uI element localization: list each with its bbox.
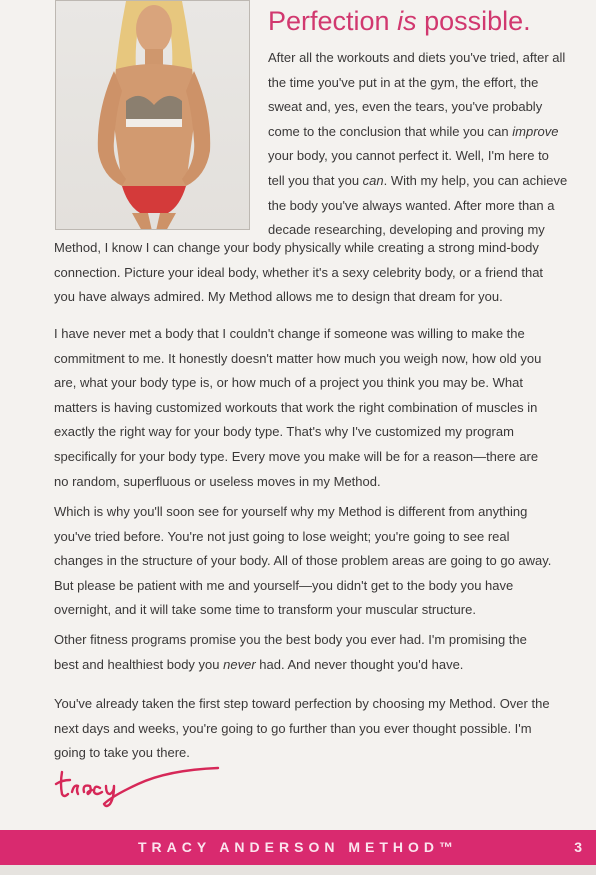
tracy-signature <box>48 762 228 808</box>
paragraph-promise <box>54 628 554 677</box>
paragraph-method-continuation: Method, I know I can change your body physically while creating a strong mind-body connection. Picture your ideal body, whether it's a sexy celebrity body, or a friend that you have always admired. My Method allows me to design that dream for you. <box>54 240 544 305</box>
footer-brand: TRACY ANDERSON METHOD™ <box>137 839 458 855</box>
title-text-end: possible. <box>416 6 531 36</box>
model-photo <box>55 0 250 230</box>
bottom-margin <box>0 865 596 875</box>
title-text: Perfection <box>268 6 398 36</box>
paragraph-first-step: You've already taken the first step toward perfection by choosing my Method. Over the next days and weeks, you're going to go further than you ever thought possible. I'm going to take you there. <box>54 696 550 761</box>
intro-emphasis-improve: improve <box>512 123 559 139</box>
promise-text-1: Other fitness programs promise you the best body you ever had. I'm promising the best and healthiest body you <box>54 632 527 672</box>
page-number: 3 <box>574 839 582 855</box>
intro-paragraph <box>268 46 568 243</box>
paragraph-body-change: I have never met a body that I couldn't change if someone was willing to make the commitment to me. It honestly doesn't matter how much you weigh now, how old you are, what your body type is, or how much of a project you think you may be. What matters is having customized workouts that work the right combination of muscles in exactly the right way for your body type. That's why I've customized my program specifically for your body type. Every move you make will be for a reason—there are no random, superfluous or useless moves in my Method. <box>54 326 542 489</box>
intro-text-2: your body, you cannot perfect it. Well, I'm here to tell you that you <box>268 148 549 188</box>
promise-text-2: had. And never thought you'd have. <box>255 656 464 672</box>
page-title <box>268 6 588 37</box>
paragraph-different: Which is why you'll soon see for yourself why my Method is different from anything you've tried before. You're not just going to lose weight; you're going to see real changes in the structure of your body. All of those problem areas are going to go away. But please be patient with me and yourself—you didn't get to the body you have overnight, and it will take some time to transform your muscular structure. <box>54 504 552 618</box>
model-figure-image <box>56 1 250 230</box>
intro-emphasis-can: can <box>362 172 384 188</box>
footer-bar <box>0 830 596 865</box>
intro-text-1: After all the workouts and diets you've tried, after all the time you've put in at the gym, the effort, the sweat and, yes, even the tears, you've probably come to the conclusion that while you can <box>268 50 566 139</box>
title-emphasis: is <box>397 6 417 36</box>
promise-emphasis-never: never <box>223 656 256 672</box>
intro-text-3: . With my help, you can achieve the body you've always wanted. After more than a decade researching, developing and proving my <box>268 172 568 238</box>
